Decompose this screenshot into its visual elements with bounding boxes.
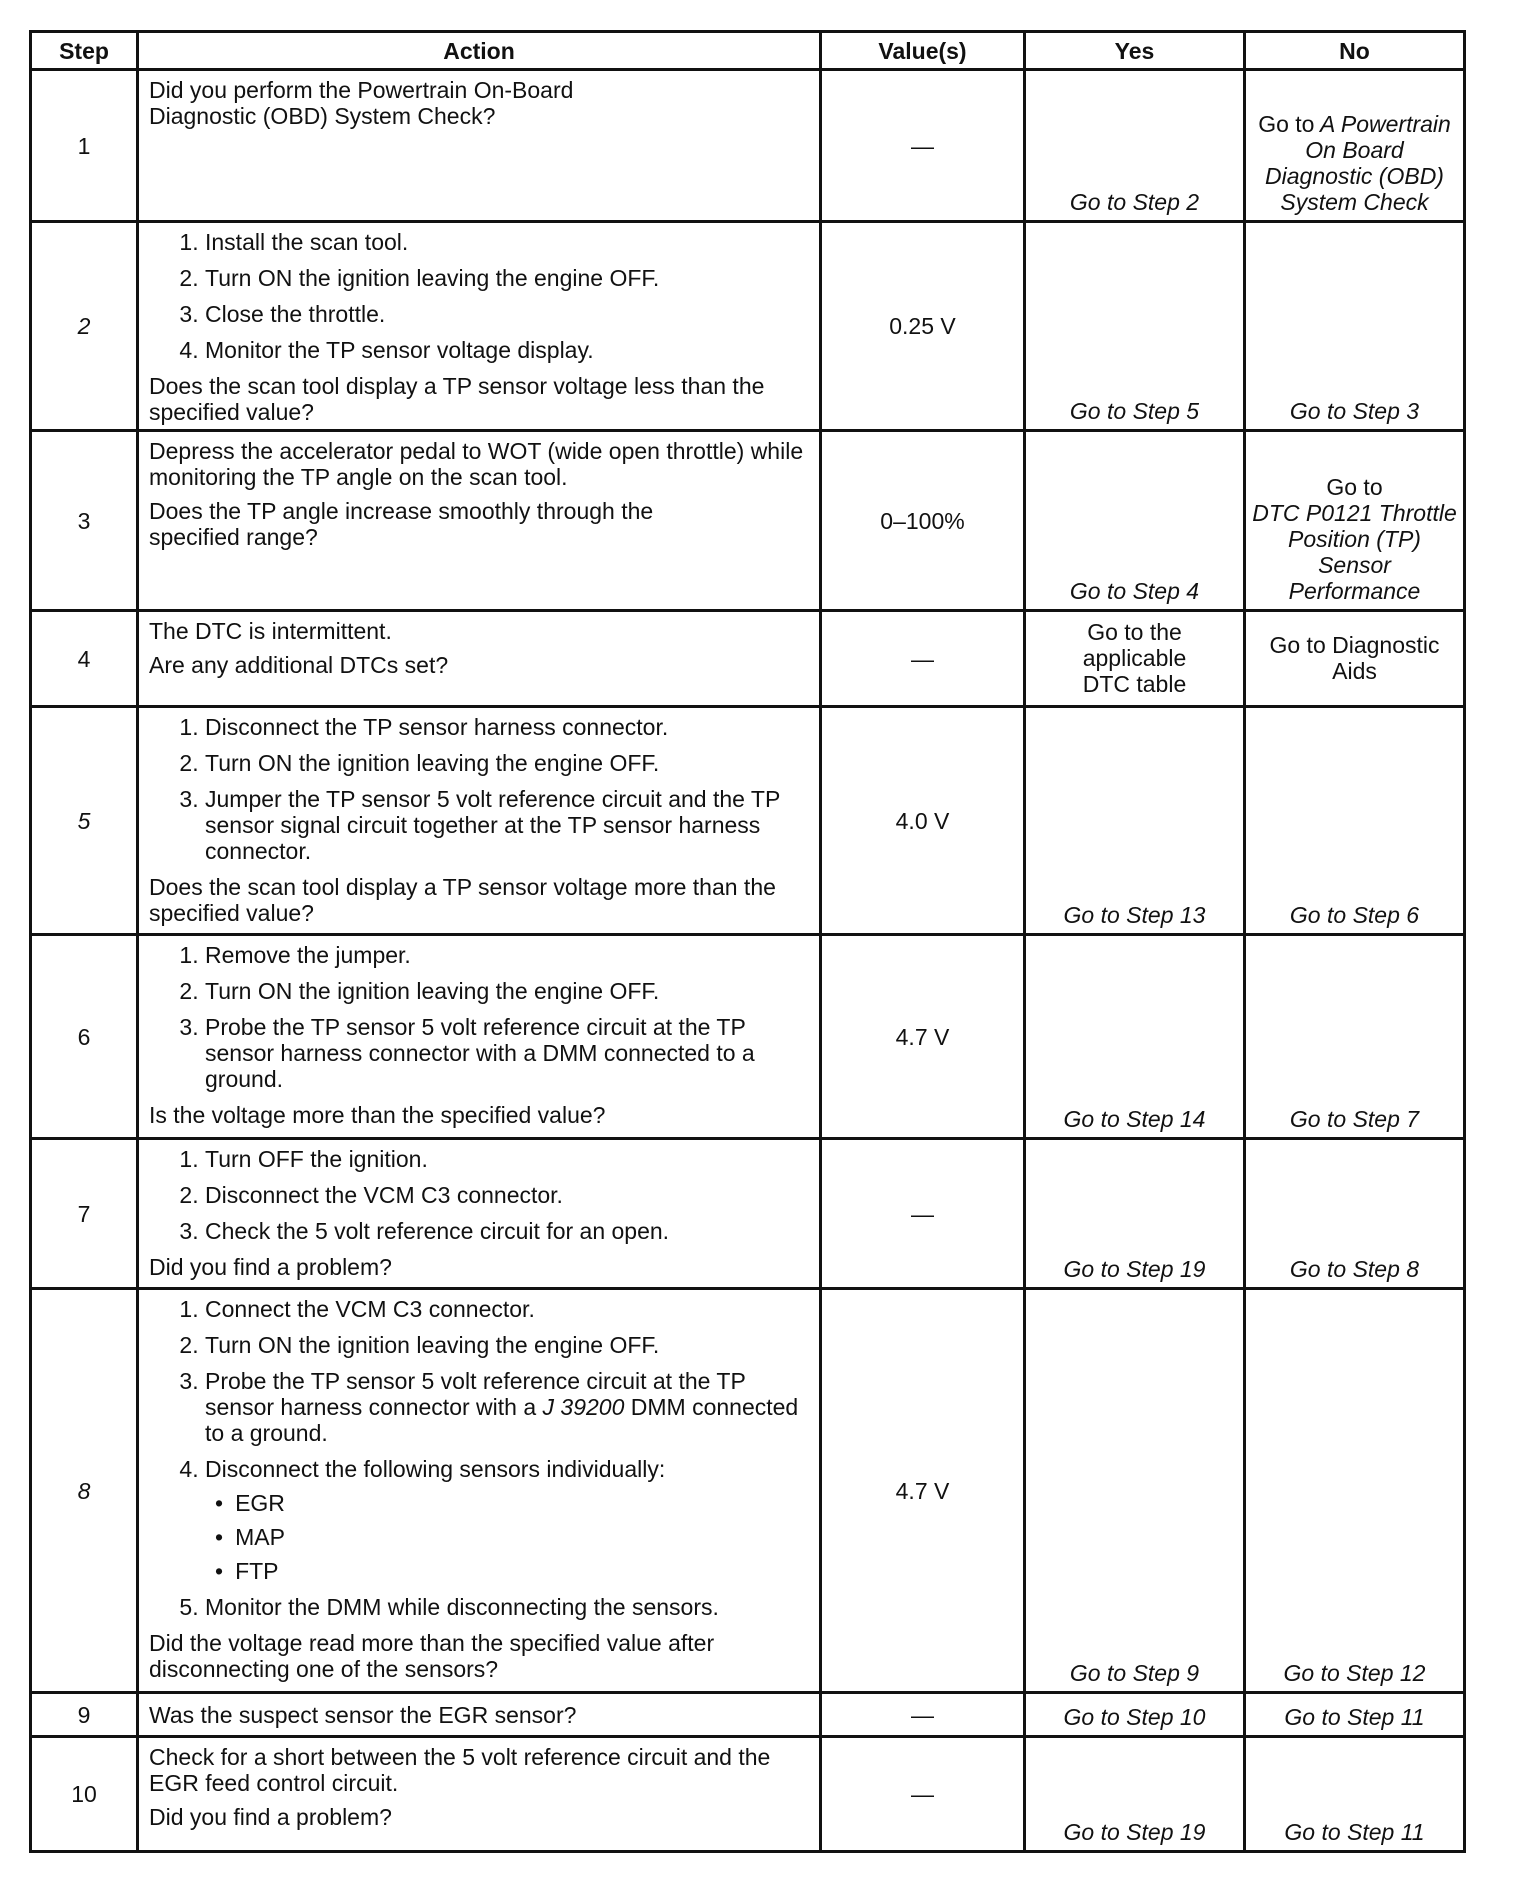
action-step: 2. Disconnect the VCM C3 connector.	[205, 1182, 813, 1208]
yes-cell: Go to Step 19	[1025, 1737, 1245, 1852]
action-cell	[138, 1139, 821, 1289]
step-number: 9	[31, 1693, 138, 1737]
action-step: 2. Turn ON the ignition leaving the engine OFF.	[205, 750, 813, 776]
value-cell: 4.7 V	[821, 935, 1025, 1139]
yes-cell: Go to Step 10	[1025, 1693, 1245, 1737]
diagnostic-table	[29, 30, 1466, 1853]
action-question: Did you find a problem?	[149, 1804, 392, 1830]
no-cell: Go to Step 11	[1245, 1737, 1465, 1852]
action-question: Does the scan tool display a TP sensor voltage less than the specified value?	[149, 373, 765, 425]
action-step	[205, 1368, 813, 1446]
action-step: 4. Monitor the TP sensor voltage display.	[205, 337, 813, 363]
no-prefix: Go to	[1258, 111, 1315, 137]
header-values: Value(s)	[821, 32, 1025, 70]
value-cell: —	[821, 1139, 1025, 1289]
step-number: 8	[31, 1289, 138, 1693]
value-cell: —	[821, 70, 1025, 222]
value-cell: —	[821, 1693, 1025, 1737]
step-number: 6	[31, 935, 138, 1139]
no-cell	[1245, 431, 1465, 611]
yes-cell: Go to Step 19	[1025, 1139, 1245, 1289]
action-cell	[138, 935, 821, 1139]
action-step: 3. Close the throttle.	[205, 301, 813, 327]
action-question: Does the TP angle increase smoothly through the specified range?	[149, 498, 654, 550]
action-step: 3. Jumper the TP sensor 5 volt reference circuit and the TP sensor signal circuit together at the TP sensor harness connector.	[205, 786, 813, 864]
table-row	[31, 70, 1465, 222]
table-row	[31, 707, 1465, 935]
action-cell	[138, 1693, 821, 1737]
action-steps	[149, 229, 813, 363]
header-step: Step	[31, 32, 138, 70]
table-row	[31, 1289, 1465, 1693]
no-cell: Go to Step 7	[1245, 935, 1465, 1139]
step-number: 4	[31, 611, 138, 707]
action-step: 3. Check the 5 volt reference circuit for an open.	[205, 1218, 813, 1244]
no-reference: A Powertrain On Board Diagnostic (OBD) System Check	[1265, 111, 1451, 215]
action-step: 5. Monitor the DMM while disconnecting the sensors.	[205, 1594, 813, 1620]
yes-cell	[1025, 611, 1245, 707]
action-cell	[138, 1737, 821, 1852]
action-question: Did the voltage read more than the specified value after disconnecting one of the sensors?	[149, 1630, 715, 1682]
action-step: 1. Connect the VCM C3 connector.	[205, 1296, 813, 1322]
no-cell: Go to Step 8	[1245, 1139, 1465, 1289]
action-cell	[138, 611, 821, 707]
sensor-item: • FTP	[215, 1558, 813, 1584]
sensor-item: • EGR	[215, 1490, 813, 1516]
sensor-item: • MAP	[215, 1524, 813, 1550]
yes-cell: Go to Step 9	[1025, 1289, 1245, 1693]
step-number: 2	[31, 222, 138, 431]
action-step: 1. Turn OFF the ignition.	[205, 1146, 813, 1172]
no-cell: Go to Step 12	[1245, 1289, 1465, 1693]
action-steps	[149, 942, 813, 1092]
value-cell: —	[821, 611, 1025, 707]
action-step: 2. Turn ON the ignition leaving the engine OFF.	[205, 1332, 813, 1358]
action-text: Check for a short between the 5 volt reference circuit and the EGR feed control circuit.	[149, 1744, 771, 1796]
action-steps	[149, 1146, 813, 1244]
header-action: Action	[138, 32, 821, 70]
action-step: 1. Disconnect the TP sensor harness connector.	[205, 714, 813, 740]
tool-reference: J 39200	[542, 1394, 625, 1420]
action-step: 2. Turn ON the ignition leaving the engine OFF.	[205, 265, 813, 291]
action-step: 3. Probe the TP sensor 5 volt reference circuit at the TP sensor harness connector with a DMM connected to a ground.	[205, 1014, 813, 1092]
step-number: 5	[31, 707, 138, 935]
action-text: Was the suspect sensor the EGR sensor?	[149, 1701, 577, 1728]
step-text: Probe the TP sensor 5 volt reference circuit at the TP sensor harness connector with a	[205, 1368, 746, 1420]
no-text: Go to Diagnostic Aids	[1269, 632, 1440, 684]
no-reference: DTC P0121 Throttle Position (TP) Sensor Performance	[1252, 500, 1457, 604]
action-text: Did you perform the Powertrain On-Board Diagnostic (OBD) System Check?	[149, 77, 574, 129]
step-number: 10	[31, 1737, 138, 1852]
action-cell	[138, 222, 821, 431]
header-yes: Yes	[1025, 32, 1245, 70]
table-row	[31, 611, 1465, 707]
action-question: Did you find a problem?	[149, 1254, 392, 1280]
no-cell: Go to Step 3	[1245, 222, 1465, 431]
action-text: The DTC is intermittent.	[149, 618, 392, 644]
action-cell	[138, 70, 821, 222]
value-cell: 0–100%	[821, 431, 1025, 611]
action-cell	[138, 1289, 821, 1693]
no-cell	[1245, 611, 1465, 707]
action-question: Are any additional DTCs set?	[149, 652, 449, 678]
action-steps	[149, 1296, 813, 1620]
value-cell: 4.0 V	[821, 707, 1025, 935]
action-step	[205, 1456, 813, 1584]
sensor-list	[205, 1490, 813, 1584]
yes-cell: Go to Step 14	[1025, 935, 1245, 1139]
table-row	[31, 1693, 1465, 1737]
yes-text: Go to the applicable DTC table	[1082, 619, 1187, 697]
step-number: 3	[31, 431, 138, 611]
action-steps	[149, 714, 813, 864]
yes-cell: Go to Step 5	[1025, 222, 1245, 431]
action-step: 1. Remove the jumper.	[205, 942, 813, 968]
no-prefix: Go to	[1326, 474, 1383, 500]
value-cell: 0.25 V	[821, 222, 1025, 431]
step-text: Disconnect the following sensors individually:	[205, 1456, 666, 1482]
table-row	[31, 935, 1465, 1139]
header-row	[31, 32, 1465, 70]
action-cell	[138, 431, 821, 611]
step-number: 1	[31, 70, 138, 222]
value-cell: —	[821, 1737, 1025, 1852]
table-row	[31, 431, 1465, 611]
table-row	[31, 222, 1465, 431]
action-question: Is the voltage more than the specified value?	[149, 1102, 606, 1128]
no-cell	[1245, 70, 1465, 222]
action-step: 1. Install the scan tool.	[205, 229, 813, 255]
header-no: No	[1245, 32, 1465, 70]
action-text: Depress the accelerator pedal to WOT (wide open throttle) while monitoring the TP angle on the scan tool.	[149, 438, 804, 490]
table-row	[31, 1139, 1465, 1289]
value-cell: 4.7 V	[821, 1289, 1025, 1693]
no-cell: Go to Step 11	[1245, 1693, 1465, 1737]
yes-cell: Go to Step 4	[1025, 431, 1245, 611]
yes-cell: Go to Step 2	[1025, 70, 1245, 222]
action-step: 2. Turn ON the ignition leaving the engine OFF.	[205, 978, 813, 1004]
yes-cell: Go to Step 13	[1025, 707, 1245, 935]
no-cell: Go to Step 6	[1245, 707, 1465, 935]
action-question: Does the scan tool display a TP sensor voltage more than the specified value?	[149, 874, 776, 926]
table-row	[31, 1737, 1465, 1852]
step-text: DMM connected to a ground.	[205, 1394, 799, 1446]
action-cell	[138, 707, 821, 935]
step-number: 7	[31, 1139, 138, 1289]
